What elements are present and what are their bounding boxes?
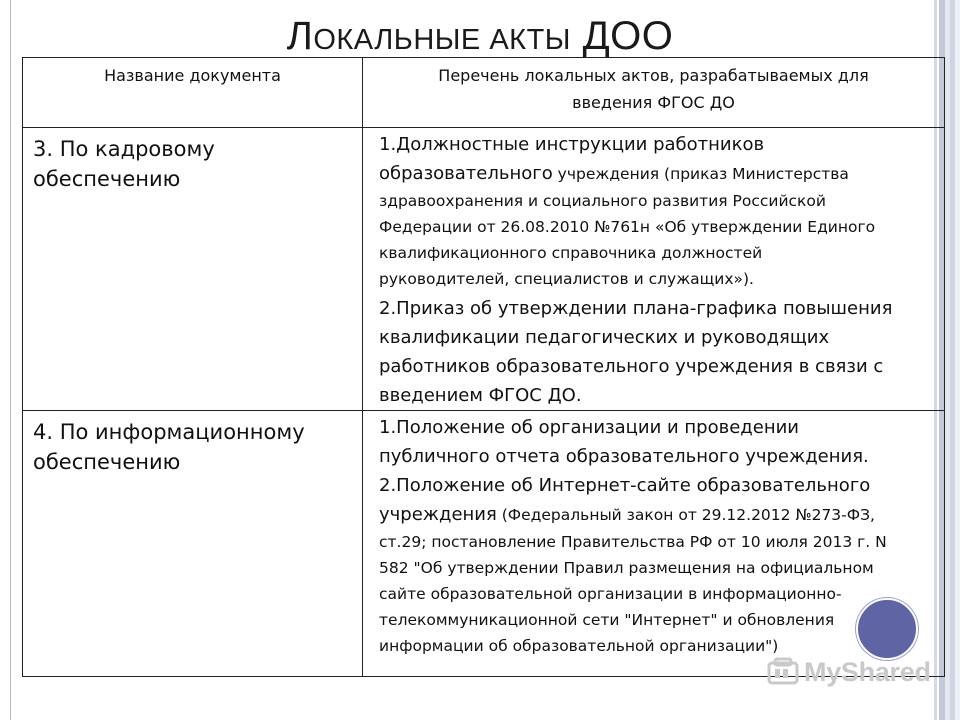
table-row [23, 128, 945, 411]
category-label: обеспечению [33, 167, 181, 191]
title-acronym: ДОО [582, 14, 674, 58]
watermark-text: MyShared [804, 656, 931, 687]
header-acts-list-line: введения ФГОС ДО [572, 93, 735, 112]
category-cell [23, 128, 363, 411]
category-label: 4. По информационному [33, 420, 305, 444]
list-item: 2.Положение об Интернет-сайте образовательного учреждения (Федеральный закон от 29.12.2012 №273-ФЗ, ст.29; постановление Правительства РФ от 10 июля 2013 г. N 582 "Об утверждении Правил размещения на официальном сайте образовательной организации в информационно- телекоммуникационной сети "Интернет" и обновления информации об образовательной организации") [379, 475, 887, 655]
list-item: 1.Должностные инструкции работников образовательного учреждения (приказ Министерства здравоохранения и социального развития Российской Федерации от 26.08.2010 №761н «Об утверждении Единого квалификационного справочника должностей руководителей, специалистов и служащих»). [379, 134, 876, 288]
header-acts-list [363, 58, 945, 128]
list-item: 1.Положение об организации и проведении публичного отчета образовательного учреждения. [379, 417, 869, 467]
header-document-name: Название документа [23, 58, 363, 128]
header-acts-list-line: Перечень локальных актов, разрабатываемых для [438, 66, 869, 85]
category-cell [23, 411, 363, 677]
watermark [766, 652, 931, 692]
title-first-letter: Л [286, 14, 314, 58]
category-label: 3. По кадровому [33, 137, 215, 161]
decorative-circle [856, 598, 918, 660]
table-row [23, 411, 945, 677]
local-acts-table [22, 57, 945, 677]
category-label: обеспечению [33, 450, 181, 474]
myshared-logo-icon [766, 657, 800, 687]
acts-cell [363, 128, 945, 411]
table-header-row [23, 58, 945, 128]
slide-title [0, 14, 960, 59]
left-rule [10, 0, 11, 720]
title-rest: ОКАЛЬНЫЕ АКТЫ [313, 24, 571, 56]
list-item: 2.Приказ об утверждении плана-графика повышения квалификации педагогических и руководящих работников образовательного учреждения в связи с введением ФГОС ДО. [379, 298, 893, 406]
